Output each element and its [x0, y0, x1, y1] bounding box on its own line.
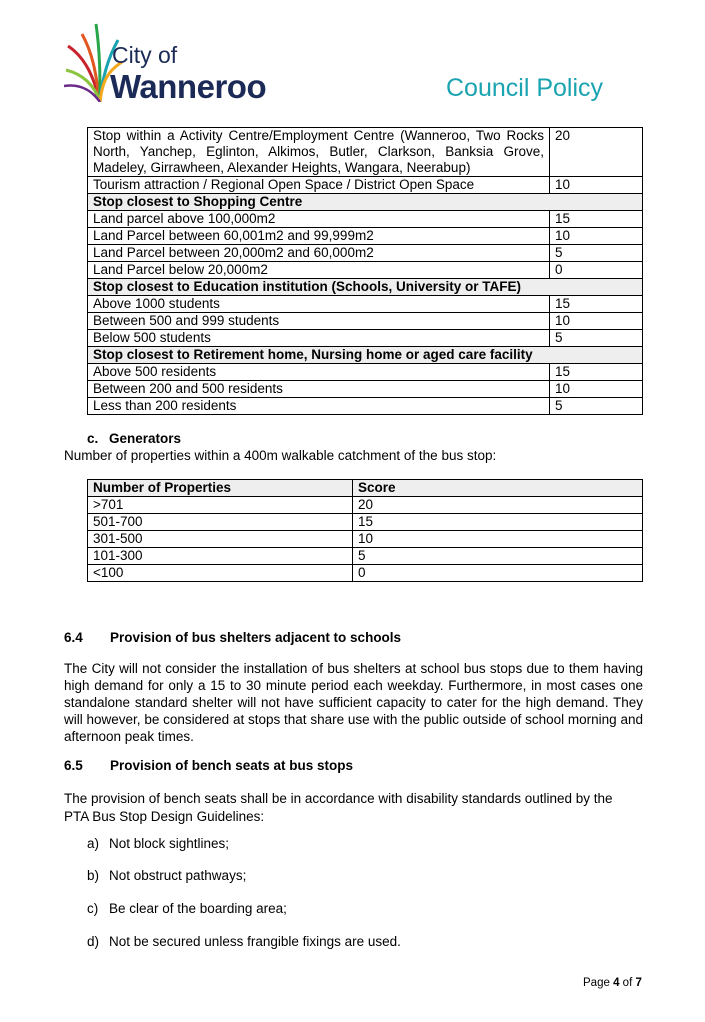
section-6-5-body-line1: The provision of bench seats shall be in accordance with disability standards outlined by the [64, 791, 613, 806]
score-cell: 15 [353, 514, 643, 531]
score-cell: 10 [550, 381, 643, 398]
table-row [88, 245, 643, 262]
table-row [88, 565, 643, 582]
table-row [88, 497, 643, 514]
score-cell: 0 [550, 262, 643, 279]
section-6-5-body-line2: PTA Bus Stop Design Guidelines: [64, 809, 265, 824]
page-number: Page 4 of 7 [583, 977, 642, 989]
criteria-cell: Between 200 and 500 residents [88, 381, 550, 398]
score-cell: 10 [550, 228, 643, 245]
list-item: d) Not be secured unless frangible fixings are used. [87, 934, 401, 949]
table-row [88, 398, 643, 415]
properties-cell: 501-700 [88, 514, 353, 531]
logo-text-city-of: City of [112, 42, 178, 68]
properties-cell: 101-300 [88, 548, 353, 565]
score-cell: 5 [550, 330, 643, 347]
criteria-cell: Tourism attraction / Regional Open Space / District Open Space [88, 177, 550, 194]
criteria-cell: Less than 200 residents [88, 398, 550, 415]
table-row [88, 313, 643, 330]
score-cell: 15 [550, 211, 643, 228]
column-header-properties: Number of Properties [88, 480, 353, 497]
table-section-header [88, 347, 643, 364]
table-row [88, 177, 643, 194]
table-section-header [88, 279, 643, 296]
criteria-cell: Land Parcel between 20,000m2 and 60,000m2 [88, 245, 550, 262]
properties-cell: >701 [88, 497, 353, 514]
score-cell: 0 [353, 565, 643, 582]
section-header-label: Stop closest to Education institution (Schools, University or TAFE) [88, 279, 643, 296]
generators-table-header [88, 480, 643, 497]
stop-score-table [87, 127, 643, 415]
score-cell: 10 [550, 177, 643, 194]
list-item: c) Be clear of the boarding area; [87, 901, 287, 916]
logo-text-wanneroo: Wanneroo [110, 68, 267, 105]
score-cell: 15 [550, 296, 643, 313]
criteria-cell: Between 500 and 999 students [88, 313, 550, 330]
section-6-4-heading: 6.4 Provision of bus shelters adjacent to schools [64, 630, 402, 645]
criteria-cell: Land parcel above 100,000m2 [88, 211, 550, 228]
table-row [88, 514, 643, 531]
score-cell: 10 [550, 313, 643, 330]
section-header-label: Stop closest to Shopping Centre [88, 194, 643, 211]
table-row [88, 128, 643, 177]
properties-cell: 301-500 [88, 531, 353, 548]
section-6-5-heading: 6.5 Provision of bench seats at bus stops [64, 758, 354, 773]
criteria-cell: Above 500 residents [88, 364, 550, 381]
document-type-title: Council Policy [446, 74, 604, 102]
list-item: b) Not obstruct pathways; [87, 868, 247, 883]
table-row [88, 330, 643, 347]
list-item: a) Not block sightlines; [87, 836, 230, 851]
criteria-cell: Above 1000 students [88, 296, 550, 313]
score-cell: 5 [550, 245, 643, 262]
score-cell: 20 [550, 128, 643, 177]
table-row [88, 364, 643, 381]
table-row [88, 548, 643, 565]
score-cell: 5 [353, 548, 643, 565]
table-row [88, 296, 643, 313]
column-header-score: Score [353, 480, 643, 497]
score-cell: 10 [353, 531, 643, 548]
table-section-header [88, 194, 643, 211]
section-6-4-body: The City will not consider the installation of bus shelters at school bus stops due to them having high demand for only a 15 to 30 minute period each weekday. Furthermore, in most cases one standalone standard shelter will not have sufficient capacity to cater for the high demand. They will however, be considered at stops that share use with the public outside of school morning and afternoon peak times. [64, 661, 643, 744]
score-cell: 5 [550, 398, 643, 415]
table-row [88, 211, 643, 228]
score-cell: 15 [550, 364, 643, 381]
section-header-label: Stop closest to Retirement home, Nursing home or aged care facility [88, 347, 643, 364]
criteria-cell: Land Parcel between 60,001m2 and 99,999m2 [88, 228, 550, 245]
criteria-cell: Stop within a Activity Centre/Employment Centre (Wanneroo, Two Rocks North, Yanchep, Eglinton, Alkimos, Butler, Clarkson, Banksia Grove, Madeley, Girrawheen, Alexander Heights, Wangara, Neerabup) [88, 128, 550, 177]
score-cell: 20 [353, 497, 643, 514]
generators-table [87, 479, 643, 582]
generators-heading: c. Generators [87, 431, 182, 446]
criteria-cell: Land Parcel below 20,000m2 [88, 262, 550, 279]
city-of-wanneroo-logo [64, 18, 294, 105]
table-row [88, 262, 643, 279]
table-row [88, 531, 643, 548]
properties-cell: <100 [88, 565, 353, 582]
criteria-cell: Below 500 students [88, 330, 550, 347]
generators-intro: Number of properties within a 400m walkable catchment of the bus stop: [64, 448, 497, 463]
table-row [88, 381, 643, 398]
table-row [88, 228, 643, 245]
